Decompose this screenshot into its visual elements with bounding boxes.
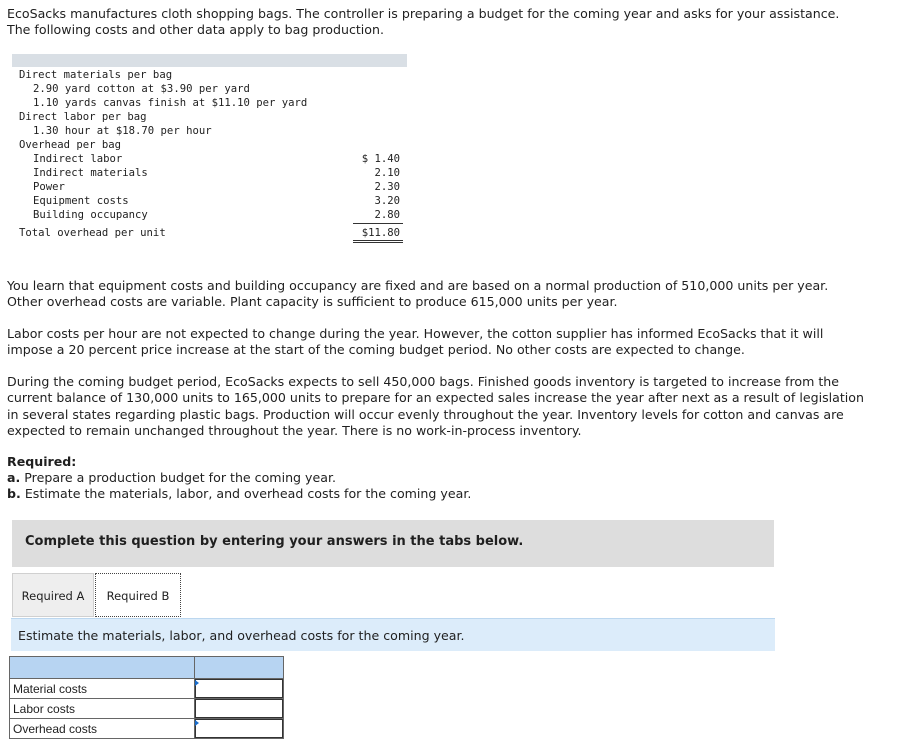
- paragraph-labor-costs: [7, 326, 897, 359]
- answer-table: [9, 656, 284, 739]
- total-overhead-label: Total overhead per unit: [19, 227, 166, 239]
- labor-costs-input[interactable]: [195, 699, 283, 718]
- table-row: [10, 699, 284, 719]
- overhead-item-label: Building occupancy: [33, 209, 148, 221]
- input-marker-icon: [195, 680, 199, 686]
- overhead-item-amount: 3.20: [374, 195, 400, 207]
- canvas-line: 1.10 yards canvas finish at $11.10 per yard: [33, 97, 308, 109]
- answer-header-cell: [10, 657, 195, 679]
- question-prompt-text: Estimate the materials, labor, and overhead costs for the coming year.: [18, 628, 465, 643]
- overhead-costs-label: Overhead costs: [10, 719, 195, 739]
- cotton-line: 2.90 yard cotton at $3.90 per yard: [33, 83, 250, 95]
- material-costs-label: Material costs: [10, 679, 195, 699]
- overhead-item-label: Indirect labor: [33, 153, 123, 165]
- total-double-rule-bottom: [353, 242, 403, 243]
- intro-line-1: EcoSacks manufactures cloth shopping bags. The controller is preparing a budget for the coming year and asks for your assistance.: [7, 6, 840, 21]
- paragraph-line: in several states regarding plastic bags. Production will occur evenly throughout the year. Inventory levels for cotton and canvas are: [7, 406, 844, 422]
- required-heading: Required:: [7, 454, 77, 469]
- paragraph-line: current balance of 130,000 units to 165,000 units to prepare for an expected sales increase the year after next as a result of legislation: [7, 390, 864, 406]
- labor-costs-cell: [195, 699, 284, 719]
- answer-header-cell: [195, 657, 284, 679]
- question-prompt: [11, 618, 775, 651]
- required-a-text: Prepare a production budget for the coming year.: [20, 470, 336, 485]
- table-row: [10, 679, 284, 699]
- paragraph-line: You learn that equipment costs and building occupancy are fixed and are based on a normal production of 510,000 units per year.: [7, 278, 829, 293]
- overhead-item-label: Power: [33, 181, 65, 193]
- overhead-header: Overhead per bag: [19, 139, 122, 151]
- overhead-item-amount: 2.80: [374, 209, 400, 221]
- required-a-letter: a.: [7, 470, 21, 485]
- answer-table-header: [10, 657, 284, 679]
- required-a: [7, 470, 336, 485]
- overhead-costs-input[interactable]: [195, 719, 283, 738]
- intro-line-2: The following costs and other data apply to bag production.: [7, 22, 385, 38]
- required-b: [7, 486, 471, 501]
- material-costs-cell: [195, 679, 284, 699]
- overhead-item-label: Indirect materials: [33, 167, 148, 179]
- paragraph-line: expected to remain unchanged throughout the year. There is no work-in-process inventory.: [7, 422, 582, 438]
- paragraph-line: Other overhead costs are variable. Plant capacity is sufficient to produce 615,000 units per year.: [7, 294, 618, 310]
- overhead-item-amount: 2.10: [374, 167, 400, 179]
- overhead-item-label: Equipment costs: [33, 195, 129, 207]
- direct-labor-header: Direct labor per bag: [19, 111, 147, 123]
- paragraph-budget-period: [7, 374, 897, 439]
- intro-text: [7, 6, 897, 39]
- cost-table-header-band: [12, 54, 407, 67]
- overhead-costs-cell: [195, 719, 284, 739]
- labor-hours-line: 1.30 hour at $18.70 per hour: [33, 125, 212, 137]
- total-double-rule-top: [353, 240, 403, 241]
- total-overhead-amount: $11.80: [361, 227, 400, 239]
- required-b-text: Estimate the materials, labor, and overhead costs for the coming year.: [20, 486, 472, 502]
- paragraph-line: Labor costs per hour are not expected to change during the year. However, the cotton supplier has informed EcoSacks that it will: [7, 326, 824, 341]
- overhead-item-amount: $ 1.40: [361, 153, 400, 165]
- material-costs-input[interactable]: [195, 679, 283, 698]
- instruction-banner-text: Complete this question by entering your answers in the tabs below.: [25, 534, 524, 549]
- input-marker-icon: [195, 720, 199, 726]
- paragraph-line: impose a 20 percent price increase at the start of the coming budget period. No other costs are expected to change.: [7, 342, 745, 358]
- paragraph-fixed-costs: [7, 278, 897, 311]
- labor-costs-label: Labor costs: [10, 699, 195, 719]
- required-b-letter: b.: [7, 486, 21, 502]
- instruction-banner: [12, 520, 774, 567]
- tab-required-a[interactable]: Required A: [12, 573, 94, 617]
- direct-materials-header: Direct materials per bag: [19, 69, 173, 81]
- table-row: [10, 719, 284, 739]
- subtotal-rule: [353, 223, 403, 224]
- overhead-item-amount: 2.30: [374, 181, 400, 193]
- paragraph-line: During the coming budget period, EcoSacks expects to sell 450,000 bags. Finished goods inventory is targeted to increase from the: [7, 374, 840, 389]
- required-list: [7, 470, 897, 503]
- tab-required-b[interactable]: Required B: [95, 573, 181, 617]
